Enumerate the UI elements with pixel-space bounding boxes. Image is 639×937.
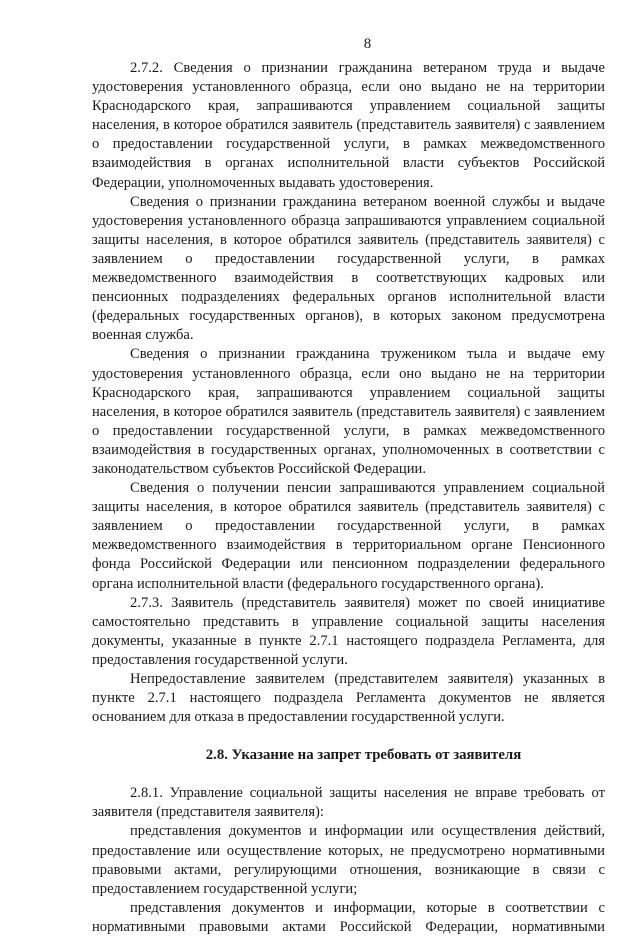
section-heading: 2.8. Указание на запрет требовать от заявителя (205, 747, 522, 764)
paragraph-2-7-3: 2.7.3. Заявитель (представитель заявителя) может по своей инициативе самостоятельно представить в управление социальной защиты населения документы, указанные в пункте 2.7.1 настоящего подраздела Регламента, для предоставления государственной услуги. (92, 594, 605, 668)
paragraph-documents-actions: представления документов и информации или осуществления действий, предоставление или осуществление которых, не предусмотрено нормативными правовыми актами, регулирующими отношения, возникающие в связи с предоставлением государственной услуги; (92, 823, 605, 897)
paragraph-2-7-2: 2.7.2. Сведения о признании гражданина ветераном труда и выдаче удостоверения установленного образца, если оно выдано не на территории Краснодарского края, запрашиваются управлением социальной защиты населения, в которое обратился заявитель (представитель заявителя) с заявлением о предоставлении государственной услуги, в рамках межведомственного взаимодействия в органах исполнительной власти субъектов Российской Федерации, уполномоченных выдавать удостоверения. (92, 60, 605, 191)
paragraph-military-veteran: Сведения о признании гражданина ветераном военной службы и выдаче удостоверения установленного образца запрашиваются управлением социальной защиты населения, в которое обратился заявитель (представитель заявителя) с заявлением о предоставлении государственной услуги, в рамках межведомственного взаимодействия в соответствующих кадровых или пенсионных подразделениях федеральных органов исполнительной власти (федеральных государственных органов), в которых законом предусмотрена военная служба. (92, 193, 605, 344)
paragraph-home-front-worker: Сведения о признании гражданина тружеником тыла и выдаче ему удостоверения установленного образца, если оно выдано не на территории Краснодарского края, запрашиваются управлением социальной защиты населения, в которое обратился заявитель (представитель заявителя) с заявлением о предоставлении государственной услуги, в рамках межведомственного взаимодействия в государственных органах, уполномоченных в соответствии с законодательством субъектов Российской Федерации. (92, 346, 605, 477)
page-number: 8 (363, 36, 372, 52)
paragraph-pension: Сведения о получении пенсии запрашиваются управлением социальной защиты населения, в которое обратился заявитель (представитель заявителя) с заявлением о предоставлении государственной услуги, в рамках межведомственного взаимодействия в территориальном органе Пенсионного фонда Российской Федерации или пенсионном подразделении федерального органа исполнительной власти (федерального государственного органа). (92, 480, 605, 592)
paragraph-2-8-1: 2.8.1. Управление социальной защиты населения не вправе требовать от заявителя (представителя заявителя): (92, 785, 605, 821)
paragraph-non-submission: Непредоставление заявителем (представителем заявителя) указанных в пункте 2.7.1 настоящего подраздела Регламента документов не является основанием для отказа в предоставлении государственной услуги. (92, 671, 605, 726)
paragraph-documents-info: представления документов и информации, которые в соответствии с нормативными правовыми актами Российской Федерации, нормативными (92, 899, 605, 935)
